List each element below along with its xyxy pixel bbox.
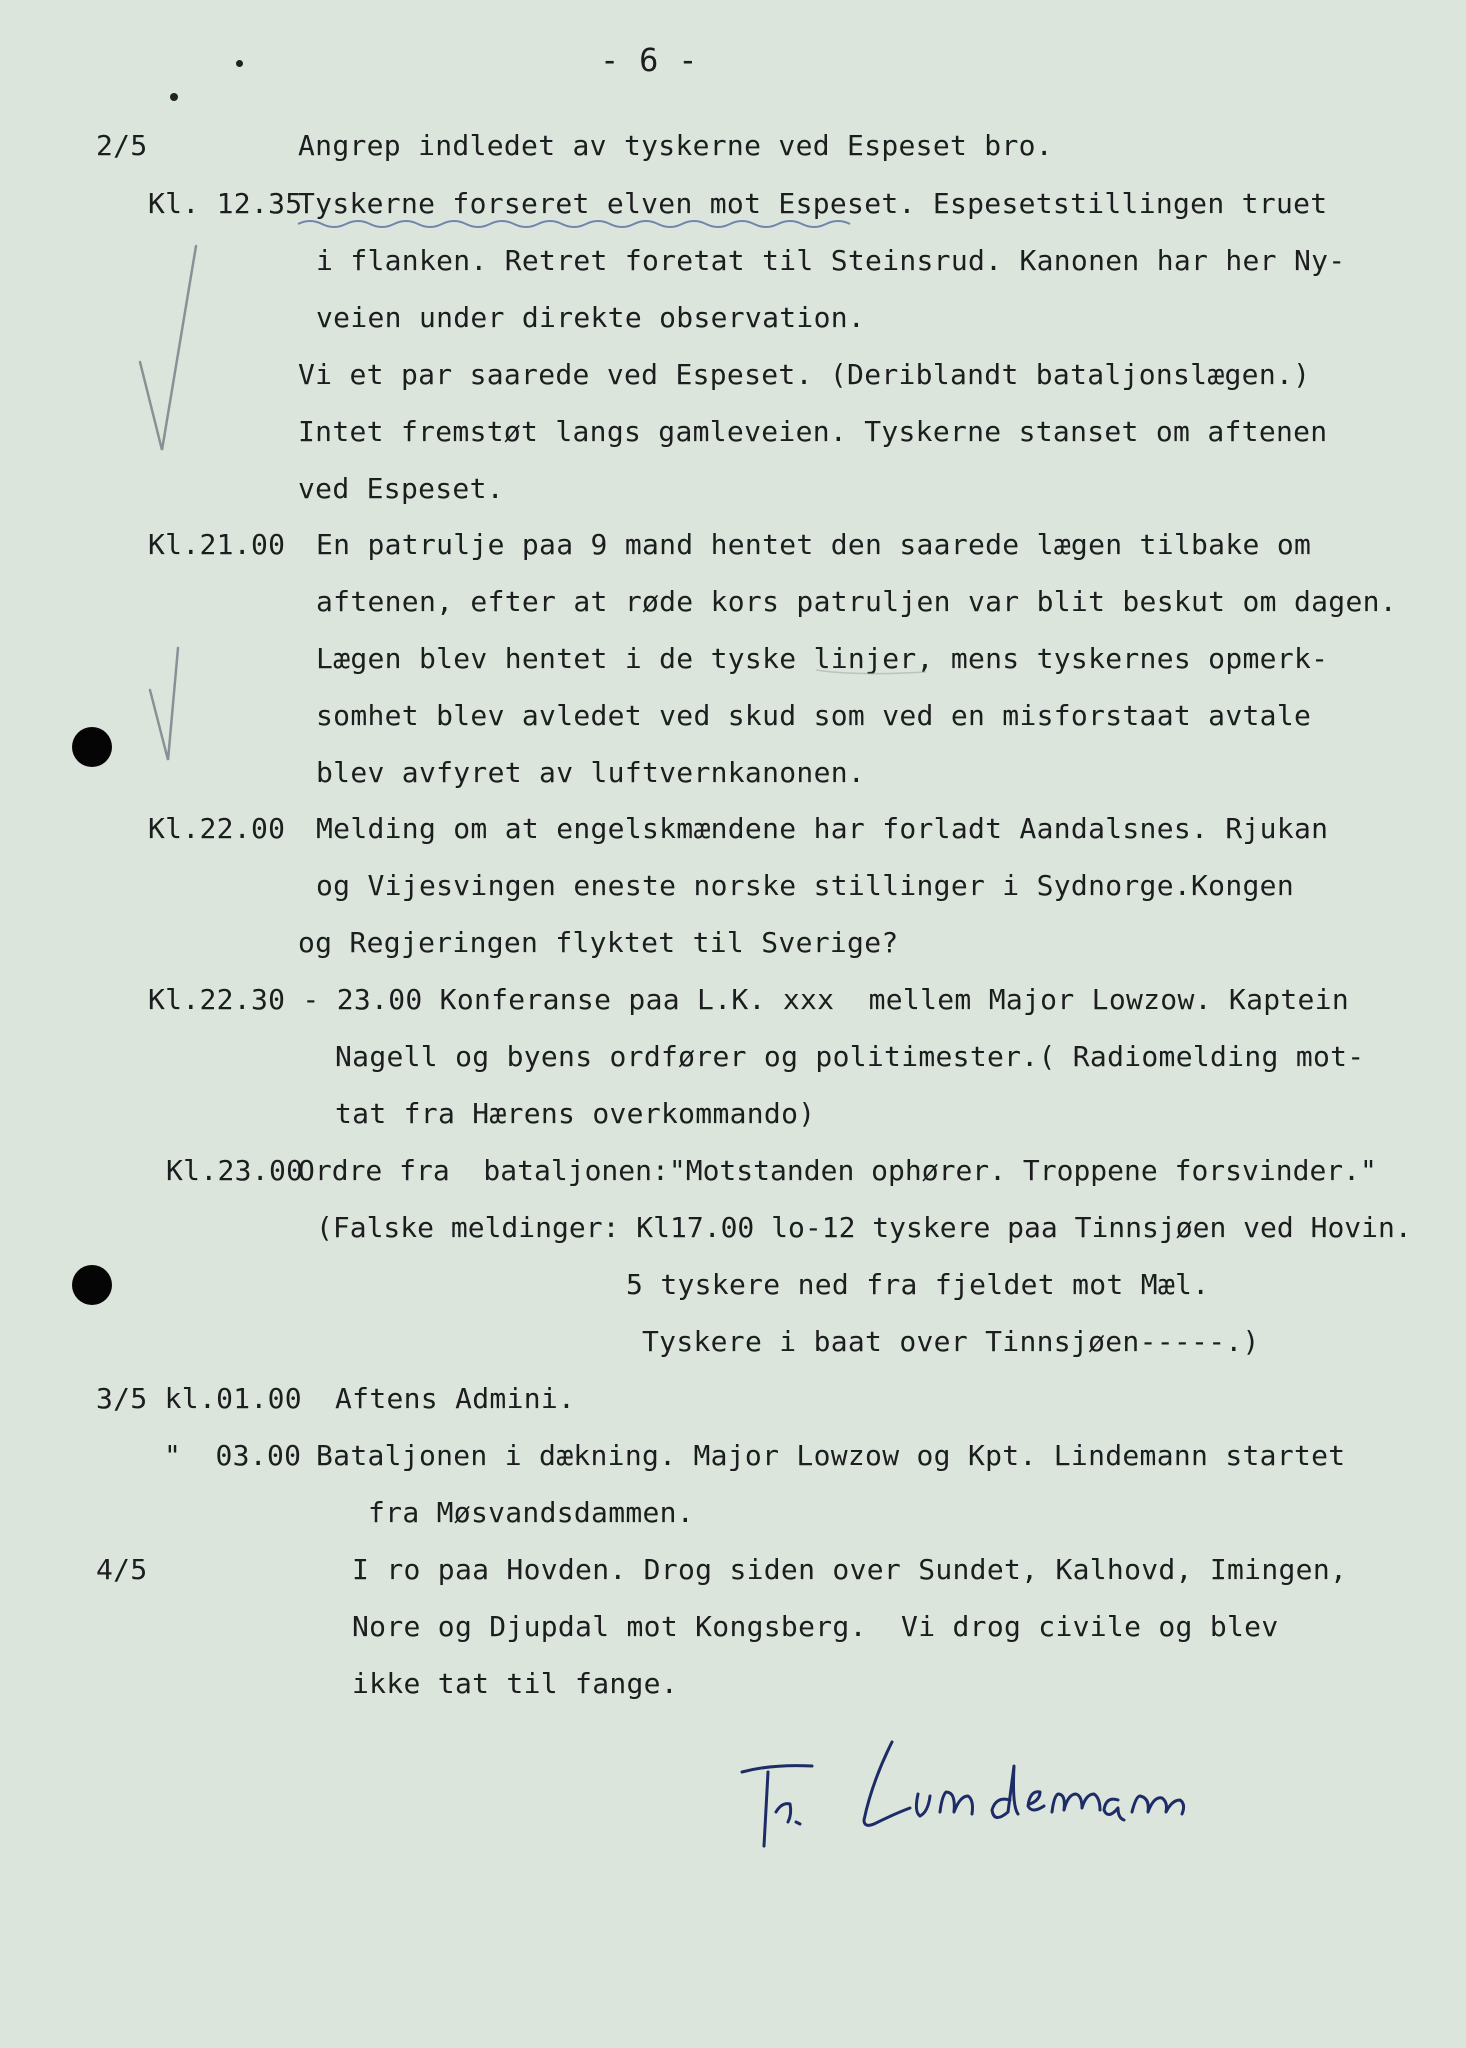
entry-time: Kl.23.00 (166, 1154, 304, 1187)
pencil-check-mark (140, 246, 196, 450)
entry-text: aftenen, efter at røde kors patruljen var blit beskut om dagen. (316, 585, 1397, 618)
entry-text: Nagell og byens ordfører og politimester.( Radiomelding mot- (335, 1040, 1365, 1073)
entry-text: i flanken. Retret foretat til Steinsrud. Kanonen har her Ny- (316, 244, 1346, 277)
entry-text: veien under direkte observation. (316, 301, 866, 334)
entry-text: Tyskere i baat over Tinnsjøen-----.) (642, 1325, 1260, 1358)
entry-text: Nore og Djupdal mot Kongsberg. Vi drog civile og blev (352, 1610, 1279, 1643)
entry-date: 2/5 (96, 129, 148, 162)
signature-text (742, 1770, 1189, 1830)
entry-text: Aftens Admini. (335, 1382, 576, 1415)
entry-text: I ro paa Hovden. Drog siden over Sundet, Kalhovd, Imingen, (352, 1553, 1348, 1586)
entry-text: ved Espeset. (298, 472, 504, 505)
entry-time: Kl. 12.35 (148, 187, 303, 220)
entry-text: og Vijesvingen eneste norske stillinger i Sydnorge.Kongen (316, 869, 1294, 902)
entry-text: Angrep indledet av tyskerne ved Espeset bro. (298, 129, 1053, 162)
entry-text: somhet blev avledet ved skud som ved en misforstaat avtale (316, 699, 1312, 732)
entry-date: 3/5 kl.01.00 (96, 1382, 302, 1415)
entry-text: Ordre fra bataljonen:"Motstanden ophører. Troppene forsvinder." (298, 1154, 1377, 1187)
entry-text: (Falske meldinger: Kl17.00 lo-12 tyskere paa Tinnsjøen ved Hovin. (316, 1211, 1412, 1244)
entry-text: Intet fremstøt langs gamleveien. Tyskerne stanset om aftenen (298, 415, 1328, 448)
pencil-check-mark (150, 648, 178, 760)
entry-text: blev avfyret av luftvernkanonen. (316, 756, 866, 789)
page-number: - 6 - (600, 41, 698, 79)
entry-text: og Regjeringen flyktet til Sverige? (298, 926, 899, 959)
entry-text: ikke tat til fange. (352, 1667, 678, 1700)
entry-text: Kl.22.30 - 23.00 Konferanse paa L.K. xxx mellem Major Lowzow. Kaptein (148, 983, 1350, 1016)
entry-text: tat fra Hærens overkommando) (335, 1097, 816, 1130)
entry-text: Bataljonen i dækning. Major Lowzow og Kpt. Lindemann startet (316, 1439, 1346, 1472)
entry-time: Kl.21.00 (148, 528, 286, 561)
entry-text: fra Møsvandsdammen. (368, 1496, 694, 1529)
entry-date: 4/5 (96, 1553, 148, 1586)
entry-text: Vi et par saarede ved Espeset. (Deriblandt bataljonslægen.) (298, 358, 1311, 391)
entry-text: Lægen blev hentet i de tyske linjer, mens tyskernes opmerk- (316, 642, 1329, 675)
ink-underline (298, 221, 850, 227)
entry-text: Tyskerne forseret elven mot Espeset. Espesetstillingen truet (298, 187, 1328, 220)
entry-text: Melding om at engelskmændene har forladt Aandalsnes. Rjukan (316, 812, 1329, 845)
entry-time: Kl.22.00 (148, 812, 286, 845)
entry-time: " 03.00 (164, 1439, 302, 1472)
entry-text: En patrulje paa 9 mand hentet den saarede lægen tilbake om (316, 528, 1312, 561)
pencil-faint-mark (816, 670, 926, 674)
entry-text: 5 tyskere ned fra fjeldet mot Mæl. (626, 1268, 1210, 1301)
